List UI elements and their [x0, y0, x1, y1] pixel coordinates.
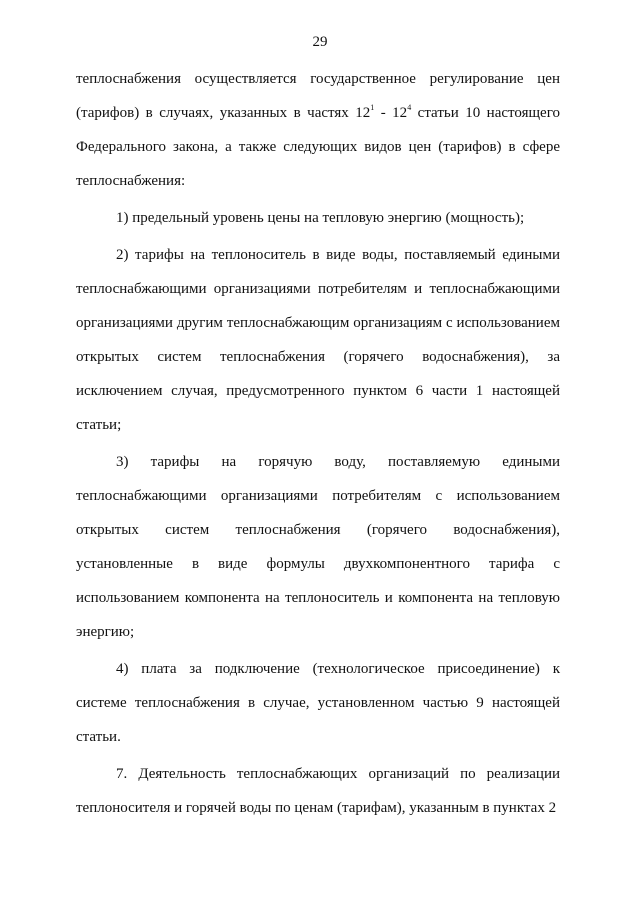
- paragraph-item-1: [76, 201, 560, 235]
- text-segment: теплоснабжения осуществляется государственное регулирование цен (тарифов) в случаях, указанных в частях 12: [76, 71, 560, 121]
- paragraph-item-4: [76, 652, 560, 754]
- superscript: 4: [407, 103, 412, 112]
- text-segment: статьи 10 настоящего Федерального закона, а также следующих видов цен (тарифов) в сфере теплоснабжения:: [76, 105, 560, 189]
- text-segment: 2) тарифы на теплоноситель в виде воды, поставляемый едиными теплоснабжающими организациями потребителям и теплоснабжающими организациями другим теплоснабжающим организациям с использованием открытых систем теплоснабжения (горячего водоснабжения), за исключением случая, предусмотренного пунктом 6 части 1 настоящей статьи;: [76, 247, 560, 433]
- paragraph-intro: [76, 62, 560, 198]
- text-segment: 4) плата за подключение (технологическое присоединение) к системе теплоснабжения в случае, установленном частью 9 настоящей статьи.: [76, 661, 560, 745]
- text-segment: 3) тарифы на горячую воду, поставляемую едиными теплоснабжающими организациями потребителям с использованием открытых систем теплоснабжения (горячего водоснабжения), установленные в виде формулы двухкомпонентного тарифа с использованием компонента на теплоноситель и компонента на тепловую энергию;: [76, 454, 560, 640]
- paragraph-item-2: [76, 238, 560, 442]
- paragraph-clause-7: [76, 757, 560, 825]
- superscript: 1: [370, 103, 375, 112]
- document-body: [76, 62, 560, 825]
- text-segment: 7. Деятельность теплоснабжающих организаций по реализации теплоносителя и горячей воды по ценам (тарифам), указанным в пунктах 2: [76, 766, 560, 816]
- paragraph-item-3: [76, 445, 560, 649]
- page-number: 29: [312, 34, 328, 50]
- text-segment: 1) предельный уровень цены на тепловую энергию (мощность);: [116, 210, 525, 226]
- text-segment: - 12: [374, 105, 408, 121]
